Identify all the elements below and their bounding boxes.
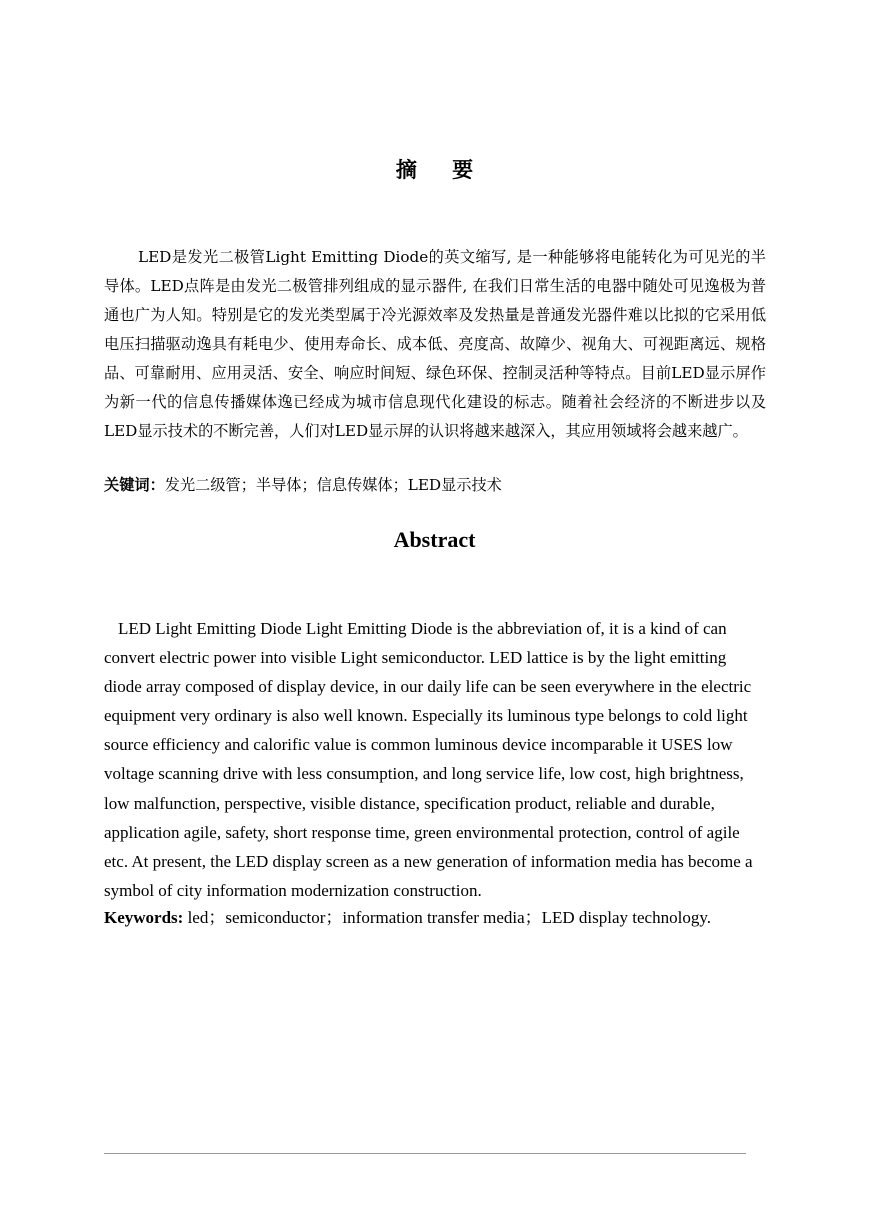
chinese-keywords-line bbox=[104, 472, 766, 498]
chinese-keywords-label: 关键词： bbox=[104, 476, 165, 494]
english-abstract-title: Abstract bbox=[393, 527, 476, 552]
english-keywords-line bbox=[104, 905, 766, 931]
chinese-keywords-text: 发光二级管；半导体；信息传媒体；LED显示技术 bbox=[164, 476, 502, 494]
english-keywords-text: led；semiconductor；information transfer media；LED display technology. bbox=[183, 908, 711, 927]
footer-divider bbox=[104, 1153, 746, 1154]
chinese-abstract-body: LED是发光二极管Light Emitting Diode的英文缩写, 是一种能够将电能转化为可见光的半导体。LED点阵是由发光二极管排列组成的显示器件, 在我们日常生活的电器中随处可见逸极为普通也广为人知。特别是它的发光类型属于冷光源效率及发热量是普通发光器件难以比拟的它采用低电压扫描驱动逸具有耗电少、使用寿命长、成本低、亮度高、故障少、视角大、可视距离远、规格品、可靠耐用、应用灵活、安全、响应时间短、绿色环保、控制灵活种等特点。目前LED显示屏作为新一代的信息传播媒体逸已经成为城市信息现代化建设的标志。随着社会经济的不断进步以及LED显示技术的不断完善，人们对LED显示屏的认识将越来越深入，其应用领域将会越来越广。 bbox=[104, 248, 766, 440]
chinese-abstract-title: 摘 要 bbox=[395, 158, 488, 182]
english-keywords-label: Keywords: bbox=[104, 908, 184, 927]
english-abstract-body: LED Light Emitting Diode Light Emitting Diode is the abbreviation of, it is a kind of can convert electric power into visible Light semiconductor. LED lattice is by the light emitting diode array composed of display device, in our daily life can be seen everywhere in the electric equipment very ordinary is also well known. Especially its luminous type belongs to cold light source efficiency and calorific value is common luminous device incomparable it USES low voltage scanning drive with less consumption, and long service life, low cost, high brightness, low malfunction, perspective, visible distance, specification product, reliable and durable, application agile, safety, short response time, green environmental protection, control of agile etc. At present, the LED display screen as a new generation of information media has become a symbol of city information modernization construction. bbox=[104, 619, 753, 900]
